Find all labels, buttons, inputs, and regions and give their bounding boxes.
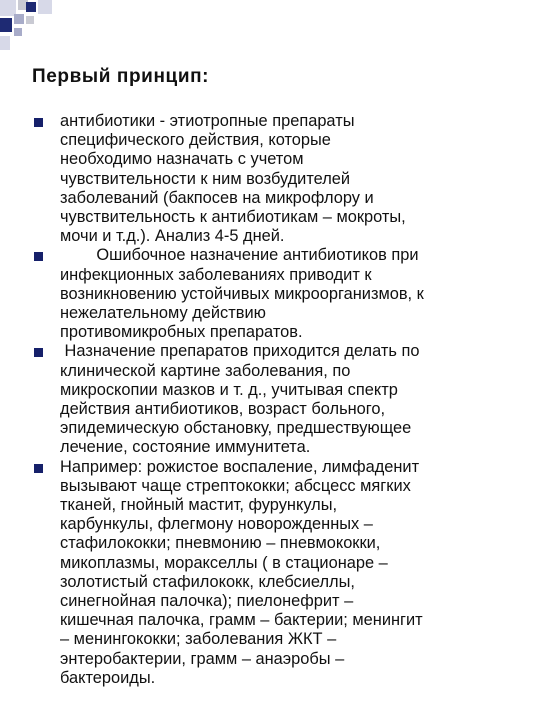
- bullet-line: Ошибочное назначение антибиотиков при: [60, 246, 419, 265]
- decor-square: [26, 2, 36, 12]
- square-bullet-icon: [34, 464, 43, 473]
- bullet-line: Например: рожистое воспаление, лимфаденит: [60, 457, 420, 476]
- decor-square: [38, 0, 52, 14]
- decor-square: [14, 14, 24, 24]
- square-bullet-icon: [34, 252, 43, 261]
- bullet-line: чувствительность к антибиотикам – мокроты,: [60, 208, 406, 227]
- bullet-line: лечение, состояние иммунитета.: [60, 438, 311, 457]
- bullet-text: [60, 246, 530, 342]
- bullet-line: синегнойная палочка); пиелонефрит –: [60, 592, 354, 611]
- bullet-line: инфекционных заболеваниях приводит к: [60, 265, 372, 284]
- bullet-line: возникновению устойчивых микроорганизмов, к: [60, 284, 424, 303]
- bullet-line: золотистый стафилококк, клебсиеллы,: [60, 572, 355, 591]
- bullet-line: бактероиды.: [60, 668, 156, 687]
- bullet-line: вызывают чаще стрептококки; абсцесс мягких: [60, 476, 411, 495]
- bullet-line: энтеробактерии, грамм – анаэробы –: [60, 649, 345, 668]
- bullet-line: кишечная палочка, грамм – бактерии; менингит: [60, 611, 423, 630]
- slide-title: Первый принцип:: [32, 66, 210, 87]
- bullet-line: эпидемическую обстановку, предшествующее: [60, 419, 412, 438]
- decor-square: [0, 36, 10, 50]
- bullet-line: нежелательному действию: [60, 304, 266, 322]
- bullet-line: тканей, гнойный мастит, фурункулы,: [60, 496, 338, 514]
- bullet-line: мочи и т.д.). Анализ 4-5 дней.: [60, 227, 285, 246]
- bullet-text: [60, 112, 530, 246]
- bullet-text: [60, 458, 530, 688]
- bullet-line: микоплазмы, моракселлы ( в стационаре –: [60, 553, 388, 572]
- bullet-line: стафилококки; пневмонию – пневмококки,: [60, 534, 381, 553]
- bullet-line: микроскопии мазков и т. д., учитывая спектр: [60, 380, 398, 399]
- decor-square: [0, 18, 12, 32]
- square-bullet-icon: [34, 348, 43, 357]
- bullet-line: чувствительности к ним возбудителей: [60, 169, 351, 188]
- bullet-line: противомикробных препаратов.: [60, 323, 303, 342]
- square-bullet-icon: [34, 118, 43, 127]
- decor-square: [14, 28, 22, 36]
- bullet-text: [60, 342, 530, 457]
- decor-square: [26, 16, 34, 24]
- bullet-line: карбункулы, флегмону новорожденных –: [60, 515, 373, 534]
- bullet-line: специфического действия, которые: [60, 131, 331, 150]
- bullet-line: действия антибиотиков, возраст больного,: [60, 400, 386, 418]
- corner-decoration: [0, 0, 70, 52]
- bullet-line: Назначение препаратов приходится делать по: [60, 342, 420, 361]
- bullet-line: необходимо назначать с учетом: [60, 150, 304, 169]
- bullet-line: антибиотики - этиотропные препараты: [60, 112, 355, 130]
- bullet-line: заболеваний (бакпосев на микрофлору и: [60, 188, 374, 207]
- bullet-line: – менингококки; заболевания ЖКТ –: [60, 630, 337, 649]
- bullet-line: клинической картине заболевания, по: [60, 361, 351, 380]
